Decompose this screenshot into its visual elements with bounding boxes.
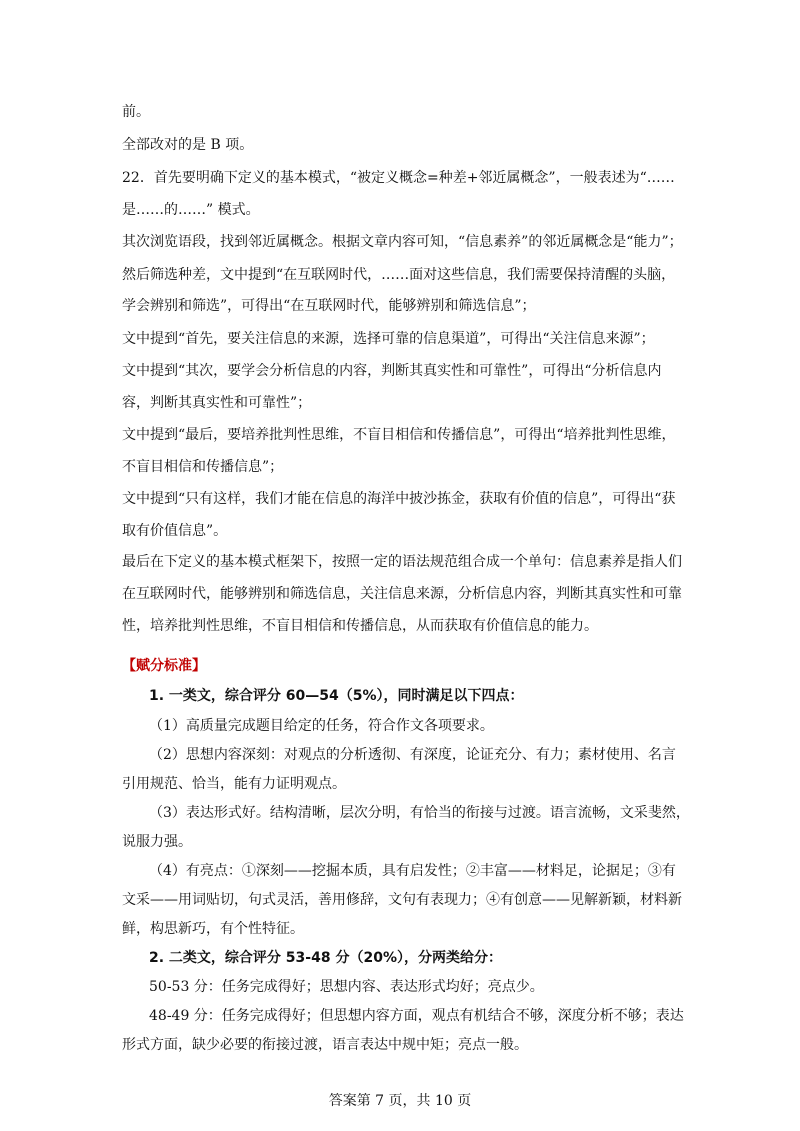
class2-line: 48-49 分：任务完成得好；但思想内容方面，观点有机结合不够，深度分析不够；表达: [149, 1008, 684, 1024]
answer-line: 取有价值信息”。: [122, 523, 228, 539]
class1-title: 1. 一类文，综合评分 60—54（5%），同时满足以下四点：: [149, 688, 524, 704]
class1-line: 鲜，构思新巧，有个性特征。: [122, 921, 304, 937]
answer-line: 其次浏览语段，找到邻近属概念。根据文章内容可知，“信息素养”的邻近属概念是“能力”；: [122, 234, 683, 250]
page-footer: 答案第 7 页，共 10 页: [328, 1093, 472, 1109]
answer-line: 文中提到“其次，要学会分析信息的内容，判断其真实性和可靠性”，可得出“分析信息内: [122, 363, 662, 379]
class1-line: （3）表达形式好。结构清晰，层次分明，有恰当的衔接与过渡。语言流畅，文采斐然，: [149, 805, 690, 821]
answer-line: 22．首先要明确下定义的基本模式，“被定义概念=种差+邻近属概念”，一般表述为“……: [122, 170, 675, 186]
answer-line: 学会辨别和筛选”，可得出“在互联网时代，能够辨别和筛选信息”；: [122, 298, 536, 314]
answer-line: 文中提到“首先，要关注信息的来源，选择可靠的信息渠道”，可得出“关注信息来源”；: [122, 331, 655, 347]
class1-line: 说服力强。: [122, 834, 192, 850]
class1-line: 引用规范、恰当，能有力证明观点。: [122, 776, 346, 792]
class1-line: （2）思想内容深刻：对观点的分析透彻、有深度，论证充分、有力；素材使用、名言: [149, 747, 676, 763]
answer-line: 最后在下定义的基本模式框架下，按照一定的语法规范组合成一个单句：信息素养是指人们: [122, 554, 682, 570]
class2-line: 形式方面，缺少必要的衔接过渡，语言表达中规中矩；亮点一般。: [122, 1037, 528, 1053]
class2-title: 2. 二类文，综合评分 53-48 分（20%），分两类给分：: [149, 950, 502, 966]
answer-line: 前。: [122, 104, 150, 120]
answer-line: 在互联网时代，能够辨别和筛选信息，关注信息来源，分析信息内容，判断其真实性和可靠: [122, 586, 682, 602]
answer-line: 不盲目相信和传播信息”；: [122, 459, 284, 475]
answer-line: 然后筛选种差，文中提到“在互联网时代，……面对这些信息，我们需要保持清醒的头脑，: [122, 267, 676, 283]
answer-line: 全部改对的是 B 项。: [122, 137, 254, 153]
class1-line: （1）高质量完成题目给定的任务，符合作文各项要求。: [149, 718, 494, 734]
answer-line: 容，判断其真实性和可靠性”；: [122, 395, 312, 411]
answer-line: 文中提到“只有这样，我们才能在信息的海洋中披沙拣金，获取有价值的信息”，可得出“获: [122, 491, 676, 507]
answer-line: 性，培养批判性思维，不盲目相信和传播信息，从而获取有价值信息的能力。: [122, 618, 598, 634]
scoring-heading: 【赋分标准】: [122, 658, 206, 674]
answer-line: 文中提到“最后，要培养批判性思维，不盲目相信和传播信息”，可得出“培养批判性思维，: [122, 427, 676, 443]
answer-line: 是……的……” 模式。: [122, 202, 260, 218]
class1-line: 文采——用词贴切，句式灵活，善用修辞，文句有表现力；④有创意——见解新颖，材料新: [122, 892, 682, 908]
class2-line: 50-53 分：任务完成得好；思想内容、表达形式均好；亮点少。: [149, 979, 544, 995]
class1-line: （4）有亮点：①深刻——挖掘本质，具有启发性；②丰富——材料足，论据足；③有: [149, 863, 676, 879]
